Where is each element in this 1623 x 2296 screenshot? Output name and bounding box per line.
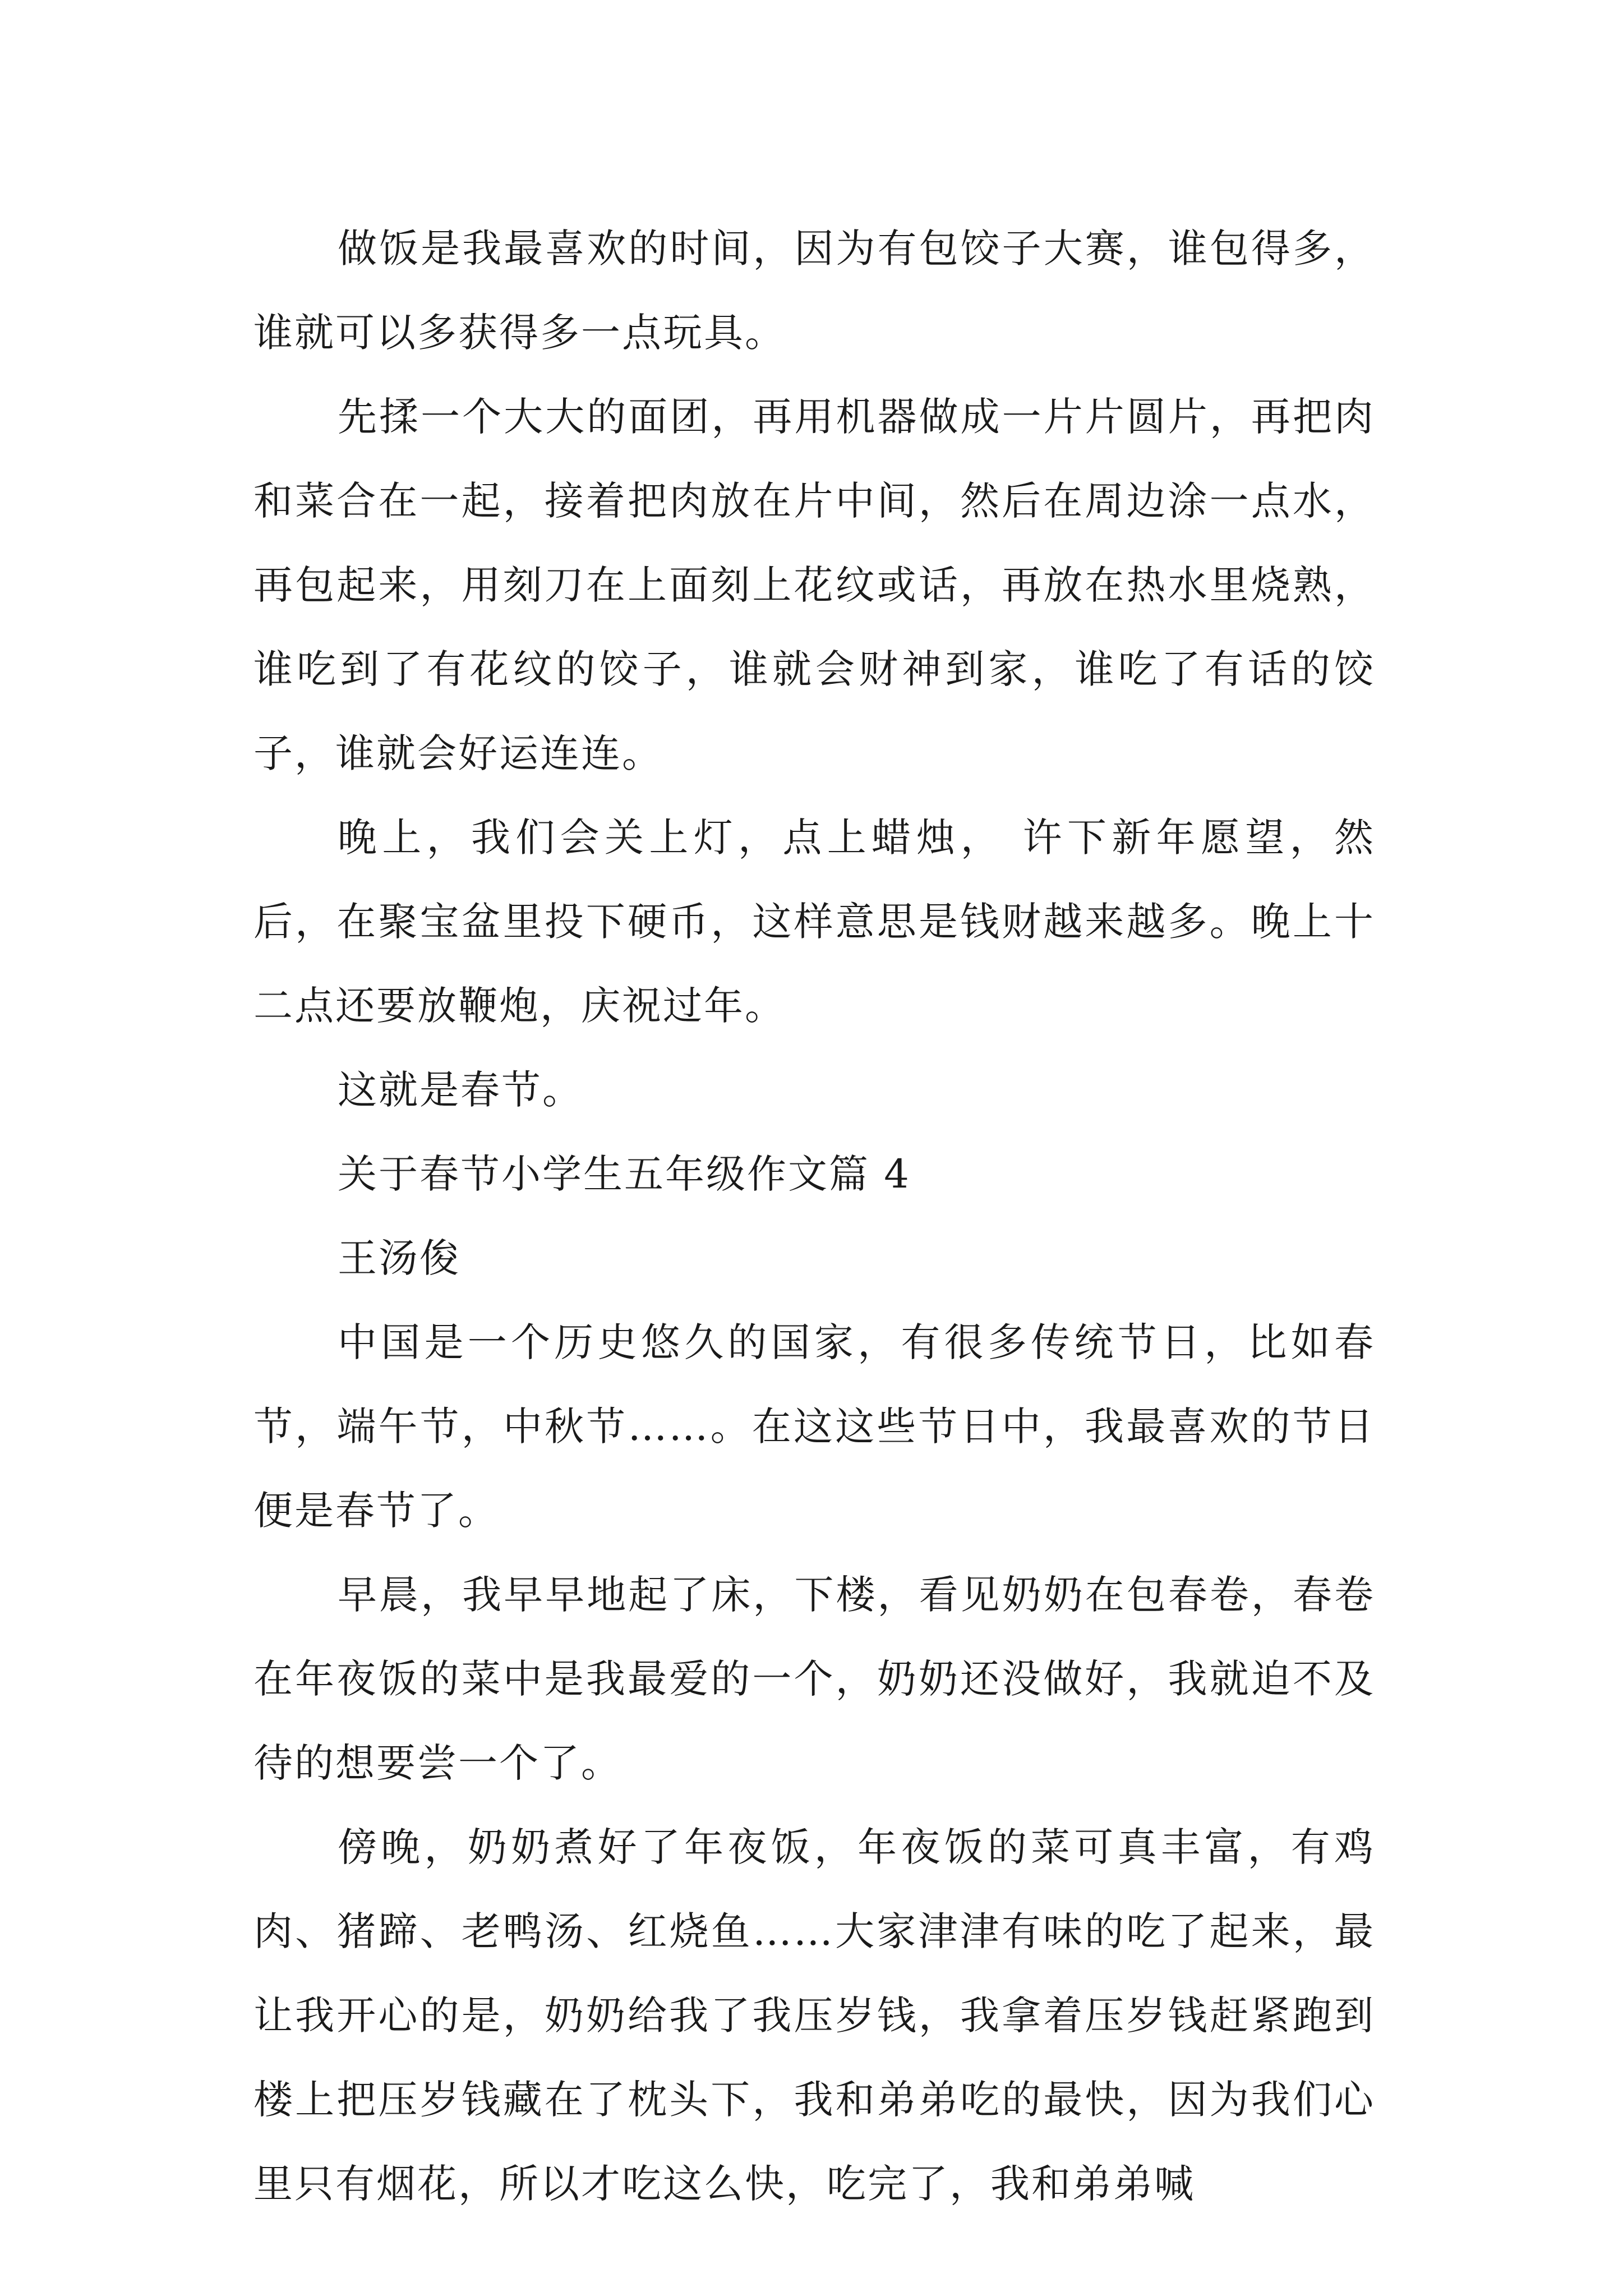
paragraph-new-year-dinner: 傍晚，奶奶煮好了年夜饭，年夜饭的菜可真丰富，有鸡肉、猪蹄、老鸭汤、红烧鱼……大家津津有味的吃了起来，最让我开心的是，奶奶给我了我压岁钱，我拿着压岁钱赶紧跑到楼上把压岁钱藏在了枕头下，我和弟弟吃的最快，因为我们心里只有烟花，所以才吃这么快，吃完了，我和弟弟喊: [253, 1824, 1375, 2207]
essay-author: 王汤俊: [338, 1235, 460, 1281]
essay-title: 关于春节小学生五年级作文篇 4: [338, 1151, 911, 1197]
paragraph-this-is-spring-festival: 这就是春节。: [338, 1067, 583, 1113]
document-body: [253, 206, 1375, 2226]
paragraph-dumpling-contest: 做饭是我最喜欢的时间，因为有包饺子大赛，谁包得多，谁就可以多获得多一点玩具。: [253, 226, 1375, 356]
paragraph-dumpling-making: 先揉一个大大的面团，再用机器做成一片片圆片，再把肉和菜合在一起，接着把肉放在片中间，然后在周边涂一点水，再包起来，用刻刀在上面刻上花纹或话，再放在热水里烧熟，谁吃到了有花纹的饺子，谁就会财神到家，谁吃了有话的饺子，谁就会好运连连。: [253, 394, 1375, 776]
paragraph-morning-spring-rolls: 早晨，我早早地起了床，下楼，看见奶奶在包春卷，春卷在年夜饭的菜中是我最爱的一个，奶奶还没做好，我就迫不及待的想要尝一个了。: [253, 1572, 1375, 1786]
paragraph-traditional-festivals: 中国是一个历史悠久的国家，有很多传统节日，比如春节，端午节，中秋节……。在这这些节日中，我最喜欢的节日便是春节了。: [253, 1319, 1375, 1534]
paragraph-evening-wishes: 晚上，我们会关上灯，点上蜡烛， 许下新年愿望，然后，在聚宝盆里投下硬币，这样意思是钱财越来越多。晚上十二点还要放鞭炮，庆祝过年。: [253, 815, 1375, 1029]
